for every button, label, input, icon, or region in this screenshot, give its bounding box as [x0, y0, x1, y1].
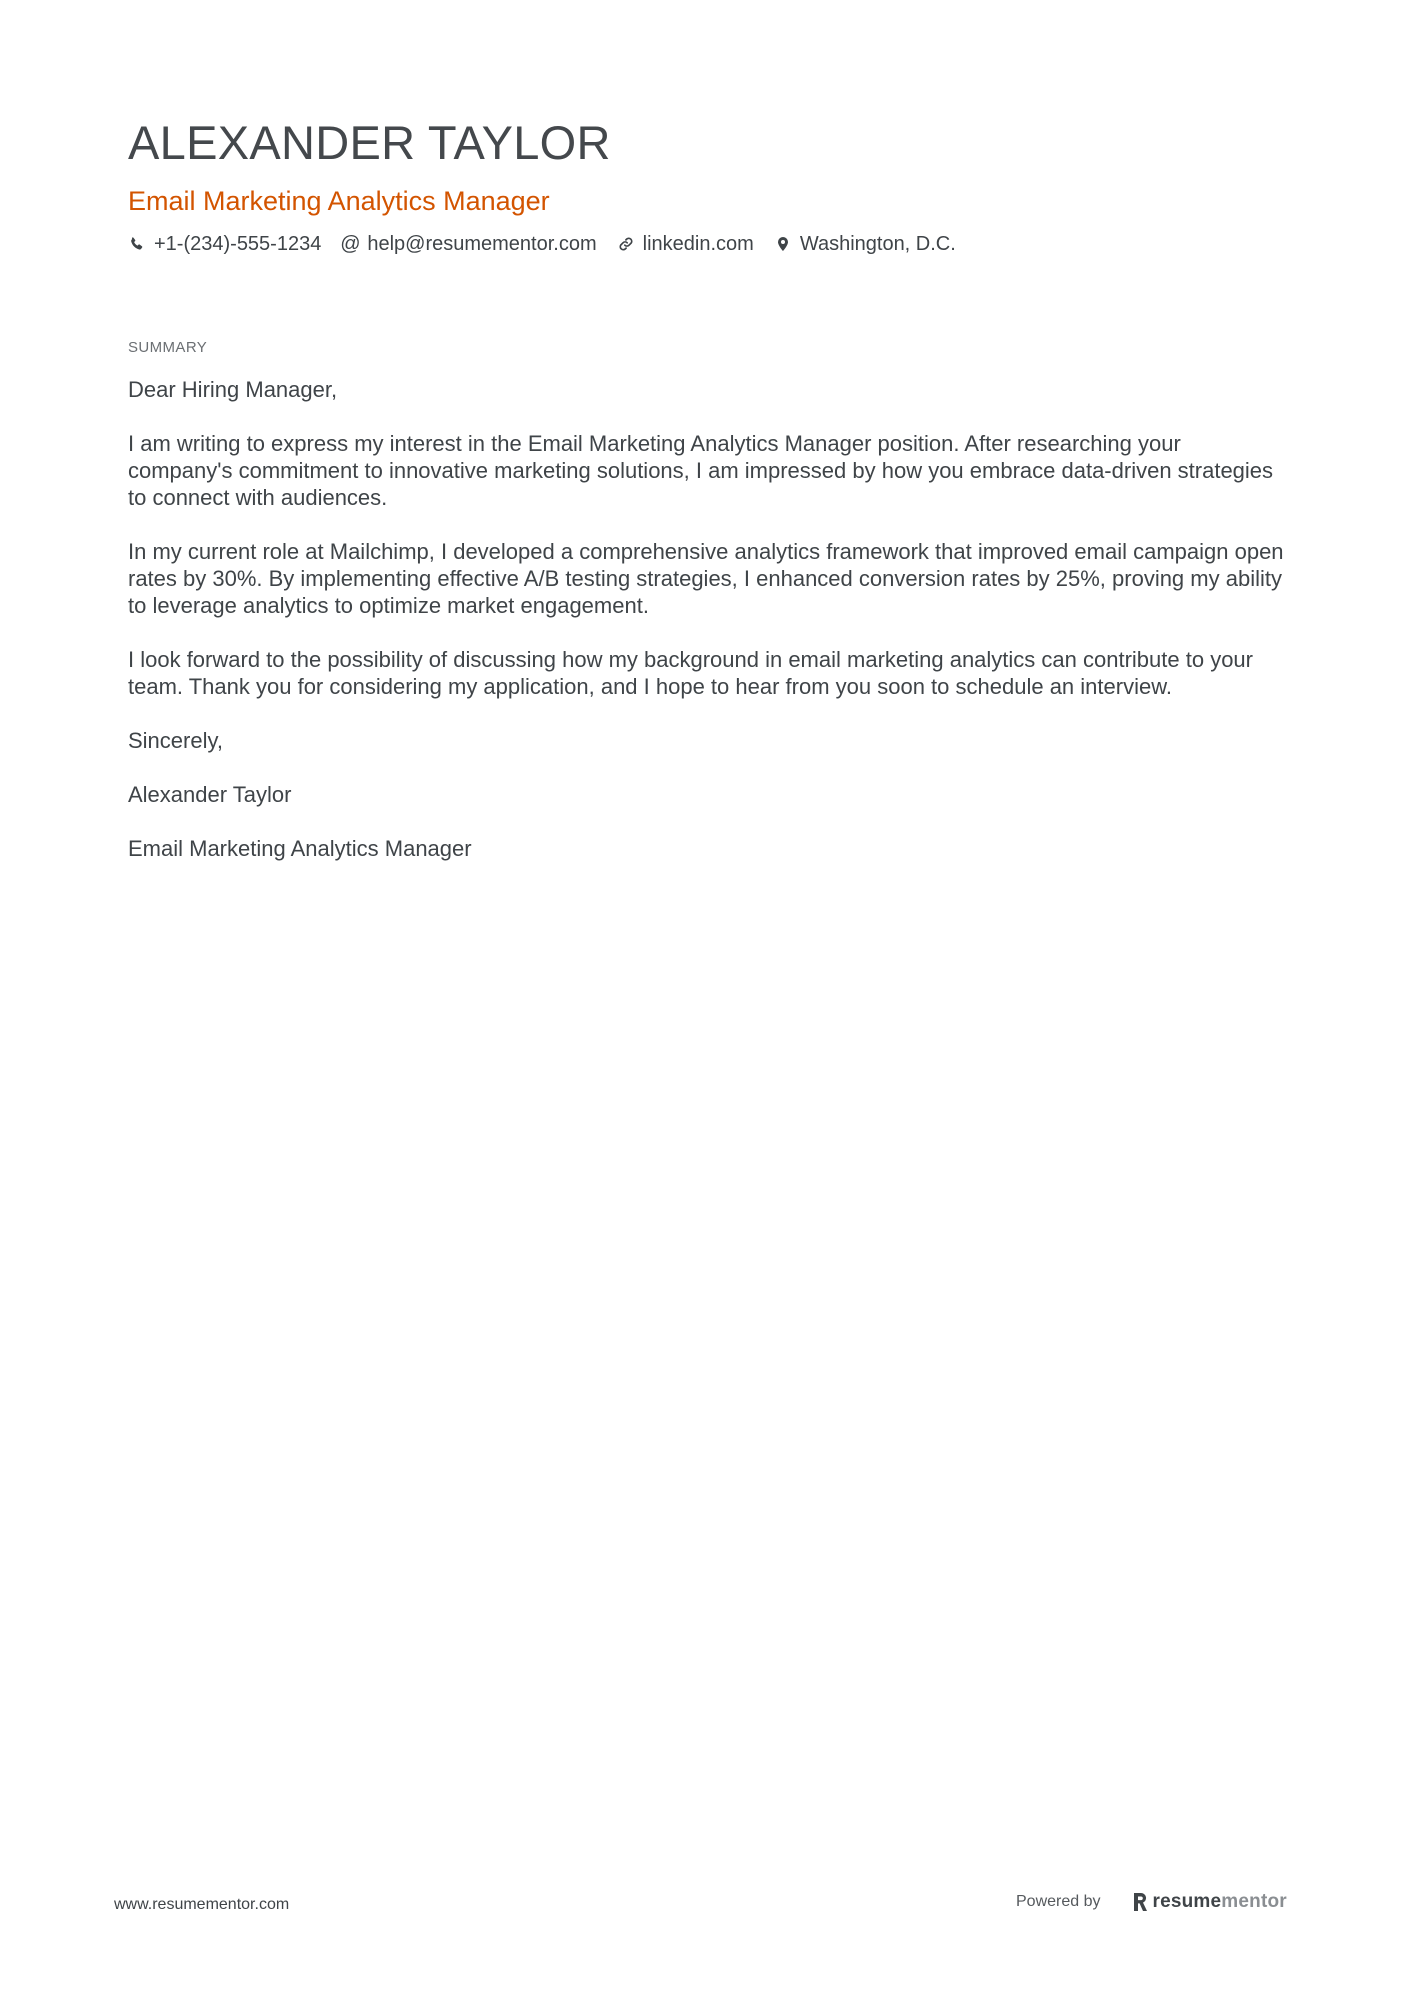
footer-website[interactable]: www.resumementor.com [114, 1896, 290, 1913]
brand-name-part1: resume [1152, 1891, 1222, 1912]
letter-body [128, 376, 1288, 862]
resumementor-logo[interactable] [1131, 1891, 1287, 1913]
candidate-role: Email Marketing Analytics Manager [128, 186, 550, 216]
footer-powered-by [1016, 1888, 1287, 1916]
candidate-name: ALEXANDER TAYLOR [128, 116, 611, 169]
letter-paragraph: I look forward to the possibility of discussing how my background in email marketing analytics can contribute to your team. Thank you for considering my application, and I hope to hear from you soon to schedule an interview. [128, 647, 1253, 699]
contact-bar [128, 230, 1278, 258]
phone-text: +1-(234)-555-1234 [154, 233, 322, 255]
letter-paragraph: In my current role at Mailchimp, I developed a comprehensive analytics framework that improved email campaign open rates by 30%. By implementing effective A/B testing strategies, I enhanced conversion rates by 25%, proving my ability to leverage analytics to optimize market engagement. [128, 539, 1284, 618]
phone-icon [128, 235, 146, 253]
brand-name-part2: mentor [1221, 1891, 1287, 1912]
summary-title: SUMMARY [128, 339, 208, 356]
linkedin-text: linkedin.com [642, 233, 754, 255]
signature-title: Email Marketing Analytics Manager [128, 836, 472, 861]
contact-email[interactable] [341, 230, 596, 258]
header [128, 114, 1278, 258]
link-icon [617, 235, 635, 253]
map-pin-icon [774, 235, 792, 253]
closing: Sincerely, [128, 728, 223, 753]
resumementor-logo-icon [1131, 1891, 1149, 1913]
location-text: Washington, D.C. [799, 233, 956, 255]
contact-phone[interactable] [128, 230, 321, 258]
powered-by-label: Powered by [1016, 1893, 1101, 1910]
contact-linkedin[interactable] [617, 230, 754, 258]
summary-section [128, 338, 1288, 889]
email-text: help@resumementor.com [367, 233, 597, 255]
at-sign-icon: @ [340, 233, 361, 255]
salutation: Dear Hiring Manager, [128, 377, 338, 402]
letter-paragraph: I am writing to express my interest in the Email Marketing Analytics Manager position. After researching your company's commitment to innovative marketing solutions, I am impressed by how you embrace data-driven strategies to connect with audiences. [128, 431, 1274, 510]
contact-location [774, 230, 956, 258]
signature-name: Alexander Taylor [128, 782, 292, 807]
